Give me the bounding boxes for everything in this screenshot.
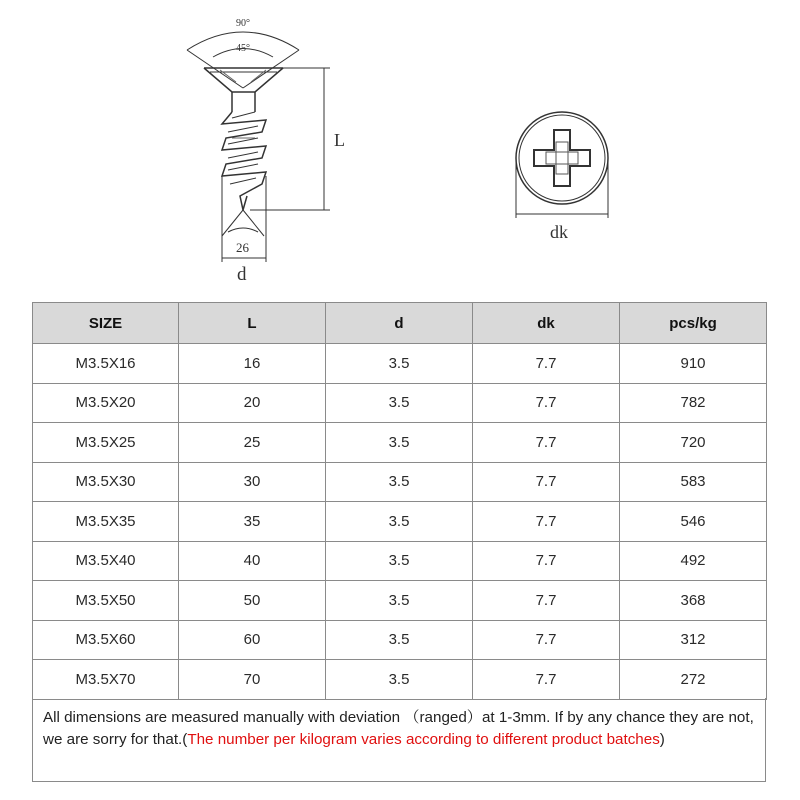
cell-head-diameter: 7.7 bbox=[473, 344, 620, 384]
header-pcs-per-kg: pcs/kg bbox=[620, 303, 767, 344]
cell-size: M3.5X70 bbox=[33, 660, 179, 700]
tip-angle-label: 26 bbox=[236, 240, 249, 255]
cell-size: M3.5X20 bbox=[33, 383, 179, 423]
cell-pcs-per-kg: 492 bbox=[620, 541, 767, 581]
note-closing: ) bbox=[659, 731, 665, 748]
cell-diameter: 3.5 bbox=[326, 383, 473, 423]
cell-size: M3.5X30 bbox=[33, 462, 179, 502]
cell-diameter: 3.5 bbox=[326, 462, 473, 502]
screw-side-view-drawing bbox=[0, 0, 800, 300]
cell-pcs-per-kg: 782 bbox=[620, 383, 767, 423]
cell-head-diameter: 7.7 bbox=[473, 660, 620, 700]
cell-diameter: 3.5 bbox=[326, 423, 473, 463]
cell-size: M3.5X50 bbox=[33, 581, 179, 621]
cell-head-diameter: 7.7 bbox=[473, 383, 620, 423]
cell-head-diameter: 7.7 bbox=[473, 541, 620, 581]
header-diameter: d bbox=[326, 303, 473, 344]
table-row bbox=[33, 423, 767, 463]
header-size: SIZE bbox=[33, 303, 179, 344]
disclaimer-note bbox=[32, 698, 766, 782]
table-row bbox=[33, 462, 767, 502]
note-text: All dimensions are measured manually with deviation （ranged）at 1-3mm. If by any chance they are not, we are sorry for that.( bbox=[43, 709, 754, 748]
table-row bbox=[33, 660, 767, 700]
cell-diameter: 3.5 bbox=[326, 541, 473, 581]
cell-size: M3.5X60 bbox=[33, 620, 179, 660]
cell-length: 16 bbox=[179, 344, 326, 384]
angle-45-label: 45° bbox=[236, 43, 250, 54]
angle-90-label: 90° bbox=[236, 18, 250, 29]
cell-size: M3.5X35 bbox=[33, 502, 179, 542]
cell-pcs-per-kg: 272 bbox=[620, 660, 767, 700]
table-header-row bbox=[33, 303, 767, 344]
specification-table bbox=[32, 302, 767, 700]
cell-length: 50 bbox=[179, 581, 326, 621]
cell-length: 60 bbox=[179, 620, 326, 660]
cell-length: 25 bbox=[179, 423, 326, 463]
table-row bbox=[33, 620, 767, 660]
table-row bbox=[33, 502, 767, 542]
cell-length: 70 bbox=[179, 660, 326, 700]
cell-size: M3.5X25 bbox=[33, 423, 179, 463]
table-row bbox=[33, 581, 767, 621]
cell-pcs-per-kg: 368 bbox=[620, 581, 767, 621]
cell-pcs-per-kg: 910 bbox=[620, 344, 767, 384]
cell-pcs-per-kg: 720 bbox=[620, 423, 767, 463]
table-row bbox=[33, 344, 767, 384]
diameter-label: d bbox=[237, 264, 247, 285]
table-row bbox=[33, 383, 767, 423]
cell-diameter: 3.5 bbox=[326, 620, 473, 660]
cell-length: 30 bbox=[179, 462, 326, 502]
technical-drawing bbox=[0, 0, 800, 300]
length-label: L bbox=[334, 130, 345, 150]
cell-pcs-per-kg: 583 bbox=[620, 462, 767, 502]
cell-head-diameter: 7.7 bbox=[473, 502, 620, 542]
cell-diameter: 3.5 bbox=[326, 502, 473, 542]
cell-head-diameter: 7.7 bbox=[473, 620, 620, 660]
cell-head-diameter: 7.7 bbox=[473, 423, 620, 463]
cell-length: 40 bbox=[179, 541, 326, 581]
header-head-diameter: dk bbox=[473, 303, 620, 344]
cell-diameter: 3.5 bbox=[326, 344, 473, 384]
cell-pcs-per-kg: 312 bbox=[620, 620, 767, 660]
head-diameter-label: dk bbox=[550, 222, 568, 242]
table-row bbox=[33, 541, 767, 581]
cell-length: 20 bbox=[179, 383, 326, 423]
cell-head-diameter: 7.7 bbox=[473, 462, 620, 502]
cell-diameter: 3.5 bbox=[326, 660, 473, 700]
cell-head-diameter: 7.7 bbox=[473, 581, 620, 621]
header-length: L bbox=[179, 303, 326, 344]
cell-size: M3.5X40 bbox=[33, 541, 179, 581]
cell-length: 35 bbox=[179, 502, 326, 542]
cell-pcs-per-kg: 546 bbox=[620, 502, 767, 542]
note-red-text: The number per kilogram varies according to different product batches bbox=[187, 731, 660, 748]
cell-size: M3.5X16 bbox=[33, 344, 179, 384]
cell-diameter: 3.5 bbox=[326, 581, 473, 621]
